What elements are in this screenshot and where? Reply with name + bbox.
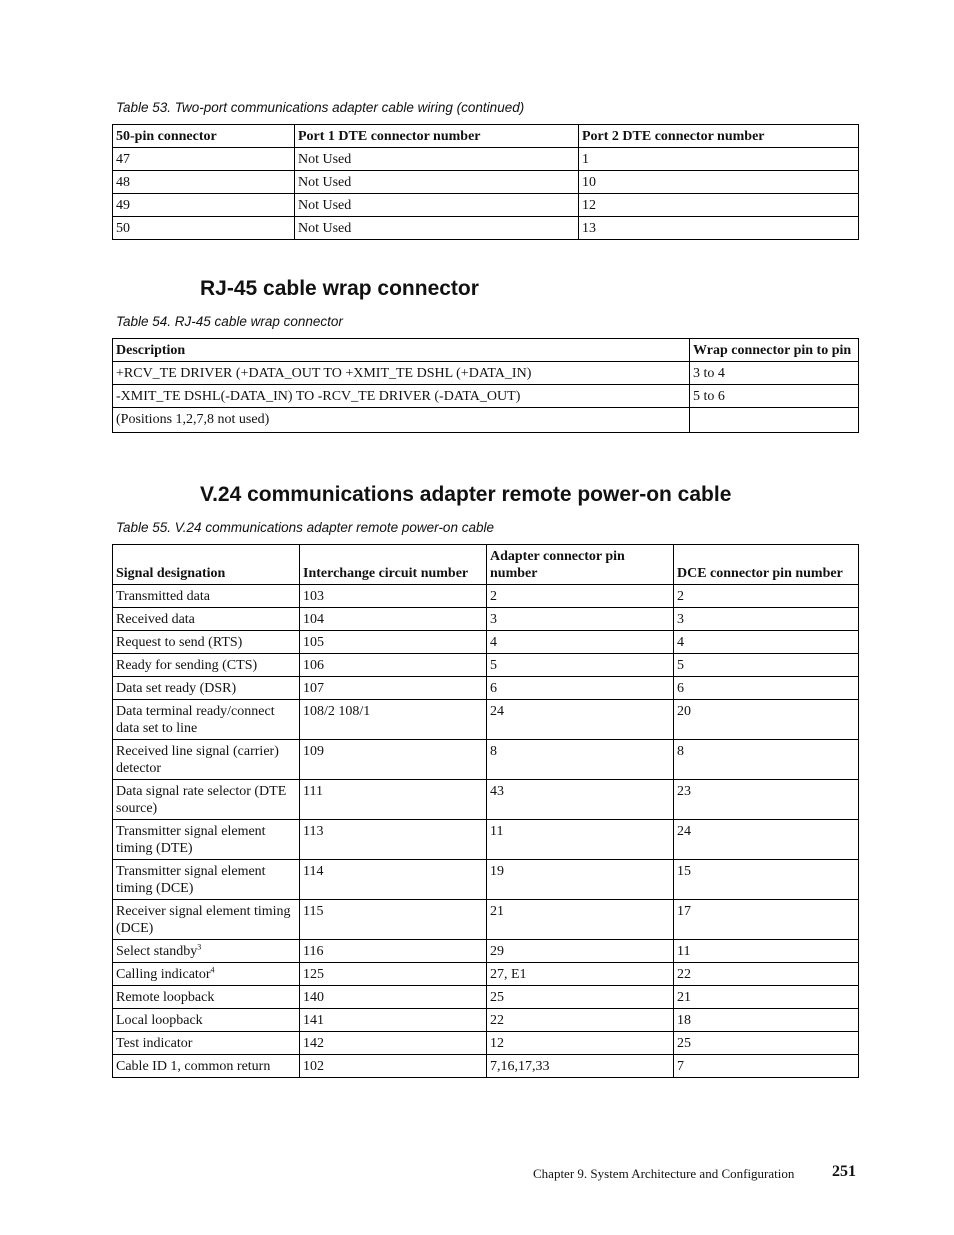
table-row bbox=[113, 677, 859, 700]
table-cell: 113 bbox=[300, 820, 487, 860]
table-cell: 4 bbox=[487, 631, 674, 654]
table-cell: 47 bbox=[113, 148, 295, 171]
column-header: DCE connector pin number bbox=[674, 545, 859, 585]
table-row bbox=[113, 1009, 859, 1032]
table-cell: 8 bbox=[674, 740, 859, 780]
table-cell: Test indicator bbox=[113, 1032, 300, 1055]
column-header: Interchange circuit number bbox=[300, 545, 487, 585]
table-cell: Transmitter signal element timing (DTE) bbox=[113, 820, 300, 860]
table-55 bbox=[112, 544, 859, 1078]
table-cell: Local loopback bbox=[113, 1009, 300, 1032]
table-cell: 140 bbox=[300, 986, 487, 1009]
table-cell: Not Used bbox=[295, 194, 579, 217]
table-cell: 12 bbox=[487, 1032, 674, 1055]
table-row bbox=[113, 631, 859, 654]
table-cell: 6 bbox=[487, 677, 674, 700]
table-row bbox=[113, 1032, 859, 1055]
footnote-mark: 4 bbox=[210, 965, 215, 975]
table-cell: 21 bbox=[487, 900, 674, 940]
table-row bbox=[113, 900, 859, 940]
table-cell: Ready for sending (CTS) bbox=[113, 654, 300, 677]
table-cell: 13 bbox=[579, 217, 859, 240]
table-cell: 25 bbox=[487, 986, 674, 1009]
table-row bbox=[113, 171, 859, 194]
page-number: 251 bbox=[832, 1163, 856, 1180]
table-cell: 116 bbox=[300, 940, 487, 963]
table-cell: 5 bbox=[487, 654, 674, 677]
table-cell bbox=[690, 408, 859, 433]
table-cell: 12 bbox=[579, 194, 859, 217]
table-53 bbox=[112, 124, 859, 240]
table-cell: 6 bbox=[674, 677, 859, 700]
table-54-caption: Table 54. RJ-45 cable wrap connector bbox=[116, 314, 343, 329]
table-cell: 5 to 6 bbox=[690, 385, 859, 408]
select-standby-label: Select standby bbox=[116, 944, 198, 959]
table-row bbox=[113, 740, 859, 780]
table-cell: 18 bbox=[674, 1009, 859, 1032]
table-cell: 22 bbox=[487, 1009, 674, 1032]
table-cell: 11 bbox=[674, 940, 859, 963]
table-row bbox=[113, 408, 859, 433]
table-cell: 107 bbox=[300, 677, 487, 700]
table-row bbox=[113, 217, 859, 240]
column-header: 50-pin connector bbox=[113, 125, 295, 148]
table-row bbox=[113, 780, 859, 820]
table-cell: 103 bbox=[300, 585, 487, 608]
table-cell: -XMIT_TE DSHL(-DATA_IN) TO -RCV_TE DRIVER (-DATA_OUT) bbox=[113, 385, 690, 408]
table-cell: 4 bbox=[674, 631, 859, 654]
table-row bbox=[113, 608, 859, 631]
table-cell: Not Used bbox=[295, 217, 579, 240]
table-cell: Transmitter signal element timing (DCE) bbox=[113, 860, 300, 900]
table-cell: 11 bbox=[487, 820, 674, 860]
table-cell: Data signal rate selector (DTE source) bbox=[113, 780, 300, 820]
table-cell: 50 bbox=[113, 217, 295, 240]
footer-chapter: Chapter 9. System Architecture and Configuration bbox=[533, 1166, 795, 1181]
table-cell: Received data bbox=[113, 608, 300, 631]
table-row bbox=[113, 362, 859, 385]
table-header-row bbox=[113, 545, 859, 585]
table-cell: 20 bbox=[674, 700, 859, 740]
table-header-row bbox=[113, 339, 859, 362]
table-54 bbox=[112, 338, 859, 433]
table-cell: Remote loopback bbox=[113, 986, 300, 1009]
table-cell: 48 bbox=[113, 171, 295, 194]
table-cell: Receiver signal element timing (DCE) bbox=[113, 900, 300, 940]
table-row bbox=[113, 148, 859, 171]
table-row bbox=[113, 654, 859, 677]
table-cell: 1 bbox=[579, 148, 859, 171]
table-cell: 24 bbox=[487, 700, 674, 740]
table-cell: 106 bbox=[300, 654, 487, 677]
table-cell: Transmitted data bbox=[113, 585, 300, 608]
table-cell bbox=[113, 963, 300, 986]
table-cell: 49 bbox=[113, 194, 295, 217]
table-row bbox=[113, 585, 859, 608]
table-row bbox=[113, 820, 859, 860]
table-cell: (Positions 1,2,7,8 not used) bbox=[113, 408, 690, 433]
table-row bbox=[113, 963, 859, 986]
table-cell: 102 bbox=[300, 1055, 487, 1078]
table-header-row bbox=[113, 125, 859, 148]
footnote-mark: 3 bbox=[197, 942, 202, 952]
table-cell: 15 bbox=[674, 860, 859, 900]
table-cell: 17 bbox=[674, 900, 859, 940]
table-cell: Received line signal (carrier) detector bbox=[113, 740, 300, 780]
section-heading-rj45: RJ-45 cable wrap connector bbox=[200, 277, 479, 300]
table-cell: 22 bbox=[674, 963, 859, 986]
table-cell bbox=[113, 940, 300, 963]
table-cell: 25 bbox=[674, 1032, 859, 1055]
table-cell: 43 bbox=[487, 780, 674, 820]
table-cell: 27, E1 bbox=[487, 963, 674, 986]
table-cell: 115 bbox=[300, 900, 487, 940]
table-55-caption: Table 55. V.24 communications adapter remote power-on cable bbox=[116, 520, 494, 535]
table-53-caption: Table 53. Two-port communications adapter cable wiring (continued) bbox=[116, 100, 525, 115]
table-cell: 111 bbox=[300, 780, 487, 820]
table-row bbox=[113, 986, 859, 1009]
table-cell: Not Used bbox=[295, 148, 579, 171]
table-cell: Data set ready (DSR) bbox=[113, 677, 300, 700]
table-cell: 29 bbox=[487, 940, 674, 963]
table-cell: Request to send (RTS) bbox=[113, 631, 300, 654]
column-header: Port 2 DTE connector number bbox=[579, 125, 859, 148]
table-cell: 142 bbox=[300, 1032, 487, 1055]
table-cell: Cable ID 1, common return bbox=[113, 1055, 300, 1078]
table-cell: Data terminal ready/connect data set to line bbox=[113, 700, 300, 740]
table-cell: 2 bbox=[674, 585, 859, 608]
table-cell: 3 bbox=[674, 608, 859, 631]
table-cell: 19 bbox=[487, 860, 674, 900]
table-cell: 114 bbox=[300, 860, 487, 900]
column-header: Wrap connector pin to pin bbox=[690, 339, 859, 362]
table-cell: 24 bbox=[674, 820, 859, 860]
table-row bbox=[113, 385, 859, 408]
table-cell: 108/2 108/1 bbox=[300, 700, 487, 740]
table-cell: 21 bbox=[674, 986, 859, 1009]
table-cell: 3 bbox=[487, 608, 674, 631]
table-cell: 5 bbox=[674, 654, 859, 677]
table-row bbox=[113, 1055, 859, 1078]
column-header: Description bbox=[113, 339, 690, 362]
table-row bbox=[113, 700, 859, 740]
section-heading-v24: V.24 communications adapter remote power-on cable bbox=[200, 483, 732, 506]
table-cell: 109 bbox=[300, 740, 487, 780]
calling-indicator-label: Calling indicator bbox=[116, 967, 211, 982]
column-header: Adapter connector pin number bbox=[487, 545, 674, 585]
table-cell: 8 bbox=[487, 740, 674, 780]
table-cell: 7,16,17,33 bbox=[487, 1055, 674, 1078]
table-cell: 3 to 4 bbox=[690, 362, 859, 385]
table-row bbox=[113, 860, 859, 900]
table-cell: 141 bbox=[300, 1009, 487, 1032]
table-cell: +RCV_TE DRIVER (+DATA_OUT TO +XMIT_TE DSHL (+DATA_IN) bbox=[113, 362, 690, 385]
table-cell: 105 bbox=[300, 631, 487, 654]
table-row bbox=[113, 940, 859, 963]
table-cell: 10 bbox=[579, 171, 859, 194]
column-header: Signal designation bbox=[113, 545, 300, 585]
table-row bbox=[113, 194, 859, 217]
column-header: Port 1 DTE connector number bbox=[295, 125, 579, 148]
table-cell: 23 bbox=[674, 780, 859, 820]
table-cell: 7 bbox=[674, 1055, 859, 1078]
table-cell: Not Used bbox=[295, 171, 579, 194]
table-cell: 125 bbox=[300, 963, 487, 986]
table-cell: 2 bbox=[487, 585, 674, 608]
table-cell: 104 bbox=[300, 608, 487, 631]
